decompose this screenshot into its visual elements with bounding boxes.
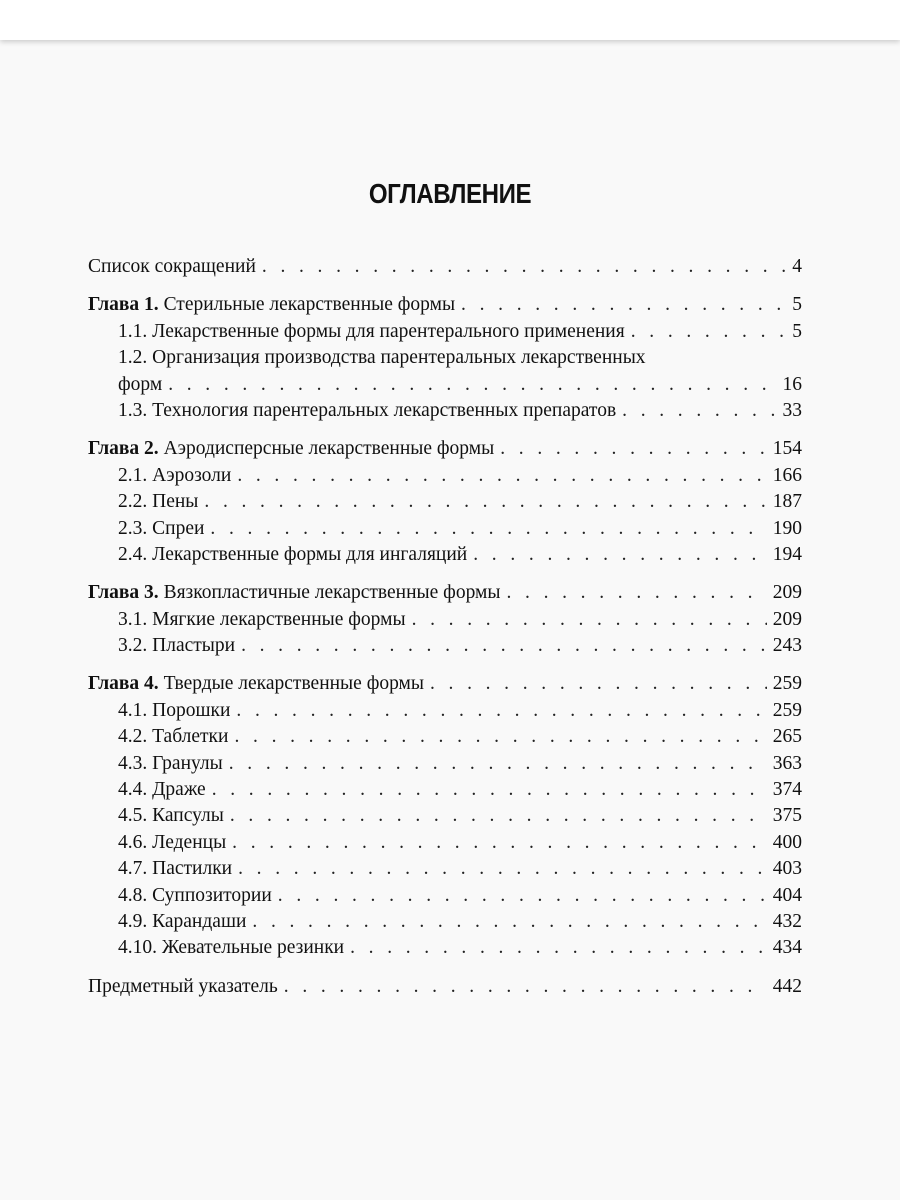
toc-page-number: 4 <box>792 256 802 277</box>
chapter-number: Глава 1. <box>88 294 159 316</box>
toc-page-number: 400 <box>772 831 802 853</box>
dot-leader <box>272 883 767 909</box>
toc-section-1-3[interactable] <box>88 398 802 424</box>
dot-leader <box>198 489 766 515</box>
toc-entry-label: 1.3. Технология парентеральных лекарственных препаратов <box>118 399 617 421</box>
dot-leader <box>494 436 767 462</box>
table-of-contents <box>88 254 802 1000</box>
toc-entry-label: Вязкопластичные лекарственные формы <box>163 582 501 604</box>
dot-leader <box>204 516 766 542</box>
dot-leader <box>278 974 767 1000</box>
dot-leader <box>246 909 766 935</box>
toc-entry-label: 4.10. Жевательные резинки <box>118 937 345 959</box>
dot-leader <box>206 777 767 803</box>
toc-entry-label: 2.4. Лекарственные формы для ингаляций <box>118 543 468 565</box>
dot-leader <box>406 607 767 633</box>
dot-leader <box>256 254 786 280</box>
dot-leader <box>224 803 767 829</box>
toc-entry-label: 4.9. Карандаши <box>118 910 247 932</box>
toc-section-2-4[interactable] <box>88 542 802 568</box>
toc-page-number: 209 <box>772 582 802 604</box>
toc-page-number: 404 <box>772 884 802 906</box>
toc-entry-label: Аэродисперсные лекарственные формы <box>163 438 495 460</box>
toc-entry-label: 4.3. Гранулы <box>118 752 223 774</box>
toc-entry-label: 2.1. Аэрозоли <box>118 464 232 486</box>
toc-page-number: 265 <box>772 726 802 748</box>
toc-page-number: 194 <box>772 543 802 565</box>
toc-entry-label: 2.3. Спреи <box>118 517 205 539</box>
toc-entry-label: 4.6. Леденцы <box>118 831 227 853</box>
dot-leader <box>226 830 767 856</box>
dot-leader <box>424 671 767 697</box>
toc-chapter-1[interactable] <box>88 292 802 318</box>
dot-leader <box>467 542 767 568</box>
dot-leader <box>231 463 766 489</box>
toc-section-4-3[interactable] <box>88 751 802 777</box>
toc-page-number: 403 <box>772 858 802 880</box>
toc-entry-label: 4.7. Пастилки <box>118 858 233 880</box>
toc-entry-label: 4.1. Порошки <box>118 699 231 721</box>
toc-section-4-7[interactable] <box>88 856 802 882</box>
toc-entry-label: Список сокращений <box>88 256 256 277</box>
dot-leader <box>232 856 767 882</box>
toc-page-number: 259 <box>772 673 802 695</box>
toc-entry-label: Предметный указатель <box>88 975 278 997</box>
toc-section-4-2[interactable] <box>88 724 802 750</box>
chapter-number: Глава 4. <box>88 673 159 695</box>
toc-entry-subject-index[interactable] <box>88 974 802 1000</box>
toc-page-number: 209 <box>772 608 802 630</box>
toc-entry-label: 2.2. Пены <box>118 491 199 513</box>
toc-page-number: 187 <box>772 491 802 513</box>
dot-leader <box>223 751 767 777</box>
toc-section-4-4[interactable] <box>88 777 802 803</box>
toc-entry-label: Твердые лекарственные формы <box>163 673 424 695</box>
toc-entry-abbreviations[interactable] <box>88 254 802 280</box>
toc-entry-label: Стерильные лекарственные формы <box>163 294 456 316</box>
toc-section-4-6[interactable] <box>88 830 802 856</box>
viewer-top-bar <box>0 0 900 40</box>
toc-entry-label: форм <box>118 373 163 395</box>
page-title: ОГЛАВЛЕНИЕ <box>368 178 532 209</box>
toc-section-3-1[interactable] <box>88 607 802 633</box>
toc-section-3-2[interactable] <box>88 633 802 659</box>
toc-section-2-1[interactable] <box>88 463 802 489</box>
toc-section-1-2-first-line[interactable]: 1.2. Организация производства парентеральных лекарственных <box>118 347 646 369</box>
dot-leader <box>228 724 766 750</box>
toc-chapter-4[interactable] <box>88 671 802 697</box>
toc-page-number: 33 <box>782 399 802 421</box>
toc-page-number: 432 <box>772 910 802 932</box>
toc-page-number: 442 <box>772 975 802 997</box>
dot-leader <box>230 698 766 724</box>
toc-chapter-3[interactable] <box>88 580 802 606</box>
toc-chapter-2[interactable] <box>88 436 802 462</box>
dot-leader <box>500 580 766 606</box>
dot-leader <box>455 292 786 318</box>
toc-page-number: 166 <box>772 464 802 486</box>
toc-section-2-3[interactable] <box>88 516 802 542</box>
toc-entry-label: 3.2. Пластыри <box>118 635 236 657</box>
toc-entry-label: 3.1. Мягкие лекарственные формы <box>118 608 406 630</box>
dot-leader <box>625 319 787 345</box>
dot-leader <box>235 633 767 659</box>
chapter-number: Глава 3. <box>88 582 159 604</box>
toc-page-number: 434 <box>772 937 802 959</box>
toc-section-1-2[interactable] <box>88 372 802 398</box>
dot-leader <box>344 935 767 961</box>
toc-page-number: 16 <box>782 373 802 395</box>
toc-entry-label: 4.8. Суппозитории <box>118 884 272 906</box>
toc-page-number: 5 <box>792 320 802 342</box>
toc-section-2-2[interactable] <box>88 489 802 515</box>
toc-section-4-8[interactable] <box>88 883 802 909</box>
toc-entry-label: 1.1. Лекарственные формы для парентерального применения <box>118 320 625 342</box>
toc-page-number: 190 <box>772 517 802 539</box>
toc-entry-label: 4.4. Драже <box>118 779 206 801</box>
dot-leader <box>162 372 776 398</box>
toc-page-number: 259 <box>772 699 802 721</box>
toc-entry-label: 4.5. Капсулы <box>118 805 224 827</box>
toc-section-4-1[interactable] <box>88 698 802 724</box>
toc-page-number: 375 <box>772 805 802 827</box>
toc-section-4-5[interactable] <box>88 803 802 829</box>
toc-page-number: 154 <box>772 438 802 460</box>
toc-page-number: 374 <box>772 779 802 801</box>
toc-page-number: 243 <box>772 635 802 657</box>
toc-section-4-9[interactable] <box>88 909 802 935</box>
toc-section-1-1[interactable] <box>88 319 802 345</box>
chapter-number: Глава 2. <box>88 438 159 460</box>
toc-entry-label: 4.2. Таблетки <box>118 726 229 748</box>
toc-page-number: 5 <box>792 294 802 316</box>
dot-leader <box>616 398 776 424</box>
toc-page-number: 363 <box>772 752 802 774</box>
toc-section-4-10[interactable] <box>88 935 802 961</box>
